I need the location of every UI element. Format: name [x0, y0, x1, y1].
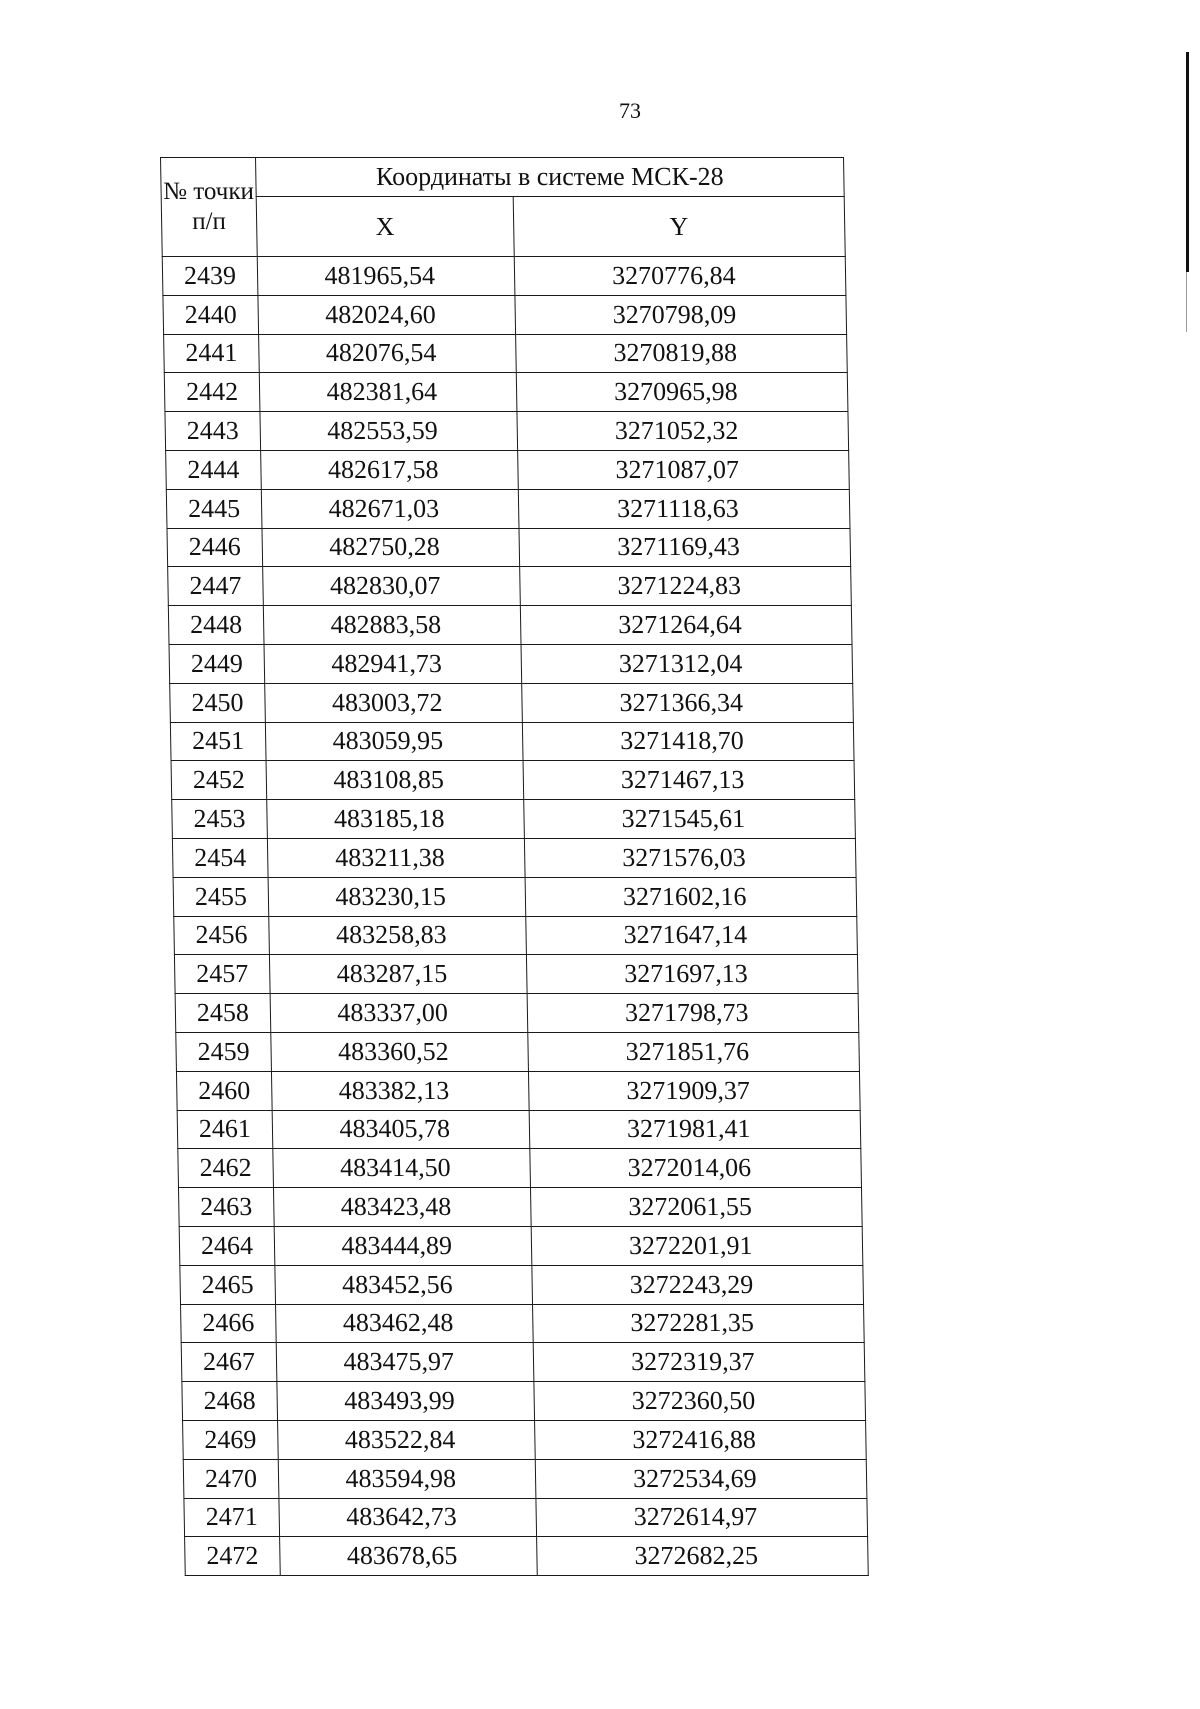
table-row: [176, 1032, 860, 1071]
y-coordinate-cell: 3272061,55: [530, 1188, 862, 1227]
point-number-cell: 2457: [174, 955, 270, 994]
x-coordinate-cell: 483287,15: [269, 955, 526, 994]
table-row: [163, 295, 847, 334]
y-coordinate-cell: 3271052,32: [516, 412, 848, 451]
table-row: [178, 1149, 862, 1188]
y-coordinate-cell: 3271118,63: [518, 489, 850, 528]
x-coordinate-cell: 481965,54: [257, 257, 514, 296]
point-number-cell: 2469: [183, 1420, 279, 1459]
x-coordinate-cell: 483452,56: [275, 1265, 532, 1304]
x-coordinate-cell: 482553,59: [260, 412, 517, 451]
y-coordinate-cell: 3271224,83: [519, 567, 851, 606]
table-row: [168, 567, 852, 606]
x-coordinate-cell: 482076,54: [258, 334, 515, 373]
point-number-cell: 2459: [176, 1032, 272, 1071]
coordinates-table: [160, 157, 869, 1576]
table-row: [164, 334, 848, 373]
y-coordinate-cell: 3271467,13: [523, 761, 855, 800]
x-coordinate-cell: 483108,85: [266, 761, 523, 800]
table-row: [171, 761, 855, 800]
table-row: [170, 722, 854, 761]
x-coordinate-cell: 482883,58: [263, 606, 520, 645]
y-coordinate-cell: 3271366,34: [521, 683, 853, 722]
x-coordinate-cell: 482617,58: [261, 450, 518, 489]
table-row: [183, 1420, 867, 1459]
table-row: [174, 955, 858, 994]
y-coordinate-cell: 3270965,98: [516, 373, 848, 412]
y-coordinate-cell: 3271087,07: [517, 450, 849, 489]
y-coordinate-cell: 3271909,37: [528, 1071, 860, 1110]
scan-edge-line: [1186, 52, 1189, 272]
x-coordinate-cell: 482941,73: [264, 644, 521, 683]
scan-edge-line-faint: [1186, 272, 1187, 332]
x-coordinate-cell: 483678,65: [279, 1537, 536, 1576]
x-coordinate-cell: 483475,97: [276, 1343, 533, 1382]
x-coordinate-cell: 482671,03: [261, 489, 518, 528]
point-number-cell: 2454: [172, 838, 268, 877]
point-number-cell: 2471: [184, 1498, 280, 1537]
x-coordinate-cell: 483382,13: [271, 1071, 528, 1110]
table-row: [180, 1265, 864, 1304]
point-number-cell: 2453: [172, 800, 268, 839]
table-body: [162, 257, 868, 1576]
table-row: [183, 1459, 867, 1498]
y-coordinate-cell: 3271697,13: [526, 955, 858, 994]
x-coordinate-cell: 483423,48: [273, 1188, 530, 1227]
point-number-cell: 2449: [169, 644, 265, 683]
table-header: [161, 158, 846, 257]
point-number-cell: 2460: [176, 1071, 272, 1110]
point-number-cell: 2465: [180, 1265, 276, 1304]
x-coordinate-cell: 483493,99: [277, 1382, 534, 1421]
y-coordinate-cell: 3272360,50: [533, 1382, 865, 1421]
y-coordinate-cell: 3271545,61: [523, 800, 855, 839]
y-coordinate-cell: 3271602,16: [525, 877, 857, 916]
table-row: [164, 373, 848, 412]
table-row: [167, 528, 851, 567]
table-row: [165, 412, 849, 451]
x-coordinate-cell: 483211,38: [267, 838, 524, 877]
x-coordinate-cell: 482750,28: [262, 528, 519, 567]
y-coordinate-cell: 3272201,91: [531, 1226, 863, 1265]
page-number: 73: [619, 98, 641, 123]
table-row: [170, 683, 854, 722]
x-coordinate-cell: 482024,60: [258, 295, 515, 334]
x-coordinate-cell: 482381,64: [259, 373, 516, 412]
y-coordinate-cell: 3272319,37: [533, 1343, 865, 1382]
point-number-cell: 2467: [181, 1343, 277, 1382]
point-number-cell: 2456: [174, 916, 270, 955]
y-coordinate-cell: 3271647,14: [525, 916, 857, 955]
table-row: [162, 257, 846, 296]
point-number-cell: 2461: [177, 1110, 273, 1149]
x-coordinate-cell: 483059,95: [265, 722, 522, 761]
point-number-cell: 2445: [166, 489, 262, 528]
y-coordinate-cell: 3271312,04: [521, 644, 853, 683]
x-coordinate-cell: 483230,15: [268, 877, 525, 916]
y-coordinate-cell: 3271851,76: [527, 1032, 859, 1071]
y-coordinate-cell: 3272416,88: [534, 1420, 866, 1459]
point-number-cell: 2447: [168, 567, 264, 606]
point-number-cell: 2470: [183, 1459, 279, 1498]
x-coordinate-cell: 483594,98: [278, 1459, 535, 1498]
point-number-cell: 2472: [185, 1537, 281, 1576]
table-row: [184, 1498, 868, 1537]
x-coordinate-cell: 483185,18: [267, 800, 524, 839]
y-coordinate-cell: 3270798,09: [514, 295, 846, 334]
y-coordinate-cell: 3272682,25: [536, 1537, 868, 1576]
y-coordinate-cell: 3272534,69: [535, 1459, 867, 1498]
point-number-cell: 2446: [167, 528, 263, 567]
y-coordinate-cell: 3272243,29: [531, 1265, 863, 1304]
y-coordinate-cell: 3271264,64: [520, 606, 852, 645]
x-coordinate-cell: 483003,72: [265, 683, 522, 722]
table-row: [166, 489, 850, 528]
table-row: [175, 994, 859, 1033]
x-coordinate-cell: 483360,52: [271, 1032, 528, 1071]
x-coordinate-cell: 483414,50: [273, 1149, 530, 1188]
point-number-cell: 2452: [171, 761, 267, 800]
y-coordinate-cell: 3271576,03: [524, 838, 856, 877]
table-row: [185, 1537, 869, 1576]
y-coordinate-cell: 3270776,84: [514, 257, 846, 296]
y-coordinate-cell: 3272281,35: [532, 1304, 864, 1343]
x-coordinate-cell: 483444,89: [274, 1226, 531, 1265]
point-number-cell: 2444: [166, 450, 262, 489]
table-row: [181, 1343, 865, 1382]
y-coordinate-cell: 3271981,41: [529, 1110, 861, 1149]
table-row: [176, 1071, 860, 1110]
x-coordinate-cell: 483405,78: [272, 1110, 529, 1149]
point-number-header: № точки п/п: [161, 158, 258, 257]
x-coordinate-cell: 483337,00: [270, 994, 527, 1033]
point-number-cell: 2448: [168, 606, 264, 645]
x-coordinate-cell: 483522,84: [277, 1420, 534, 1459]
point-number-cell: 2455: [173, 877, 269, 916]
table-row: [179, 1226, 863, 1265]
point-number-cell: 2440: [163, 295, 259, 334]
point-number-cell: 2462: [178, 1149, 274, 1188]
table-row: [166, 450, 850, 489]
table-row: [168, 606, 852, 645]
coordinates-group-header: Координаты в системе МСК-28: [255, 158, 844, 197]
table-row: [172, 800, 856, 839]
x-column-header: X: [256, 197, 514, 257]
point-number-cell: 2441: [164, 334, 260, 373]
x-coordinate-cell: 483642,73: [279, 1498, 536, 1537]
table-row: [169, 644, 853, 683]
point-number-cell: 2466: [181, 1304, 277, 1343]
point-number-cell: 2463: [178, 1188, 274, 1227]
x-coordinate-cell: 483258,83: [269, 916, 526, 955]
table-row: [181, 1304, 865, 1343]
point-number-cell: 2443: [165, 412, 261, 451]
point-number-cell: 2451: [170, 722, 266, 761]
y-coordinate-cell: 3270819,88: [515, 334, 847, 373]
table-row: [182, 1382, 866, 1421]
y-coordinate-cell: 3271169,43: [519, 528, 851, 567]
y-coordinate-cell: 3271798,73: [527, 994, 859, 1033]
y-coordinate-cell: 3272014,06: [529, 1149, 861, 1188]
table-row: [173, 877, 857, 916]
table-row: [174, 916, 858, 955]
point-number-cell: 2464: [179, 1226, 275, 1265]
point-number-cell: 2450: [170, 683, 266, 722]
y-coordinate-cell: 3272614,97: [535, 1498, 867, 1537]
point-number-cell: 2439: [162, 257, 258, 296]
x-coordinate-cell: 482830,07: [263, 567, 520, 606]
table-row: [172, 838, 856, 877]
point-number-cell: 2458: [175, 994, 271, 1033]
table-row: [177, 1110, 861, 1149]
point-number-cell: 2442: [164, 373, 260, 412]
point-number-cell: 2468: [182, 1382, 278, 1421]
x-coordinate-cell: 483462,48: [275, 1304, 532, 1343]
table-row: [178, 1188, 862, 1227]
y-coordinate-cell: 3271418,70: [522, 722, 854, 761]
y-column-header: Y: [513, 197, 846, 257]
